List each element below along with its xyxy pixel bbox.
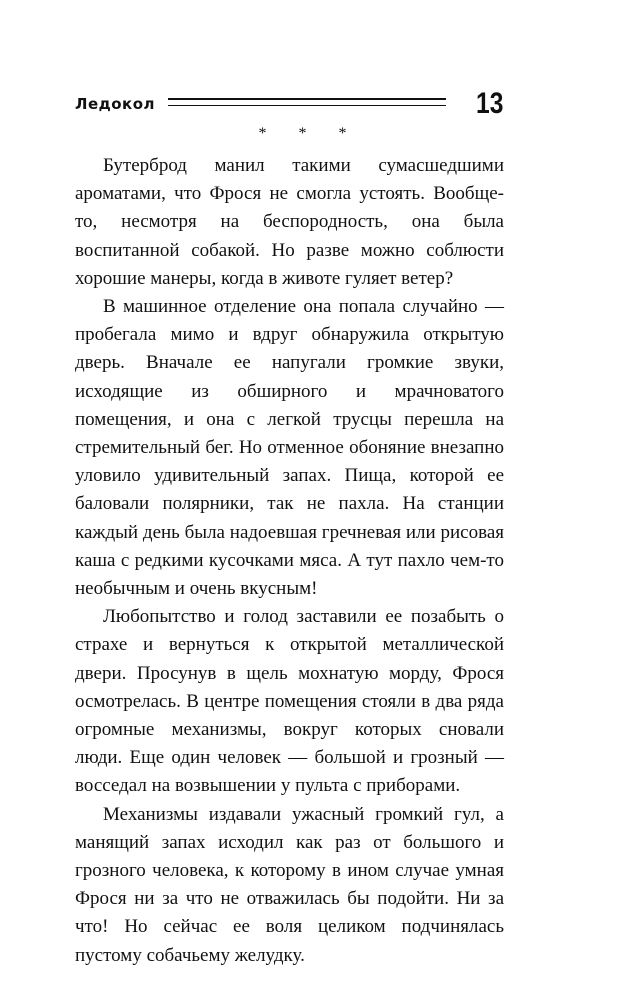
paragraph: Механизмы издавали ужасный громкий гул, а манящий запах исходил как раз от большого и грозного человека, к которому в ином случае умная Фрося ни за что не отважилась бы подойти. Ни за что! Но сейчас ее воля целиком подчинялась пустому собачьему желудку. [75,803,504,966]
book-title: Ледокол [75,95,156,113]
paragraph: Любопытство и голод заставили ее позабыть о страхе и вернуться к открытой металлической двери. Просунув в щель мохнатую морду, Фрося осмотрелась. В центре помещения стояли в два ряда огромные механизмы, вокруг которых сновали люди. Еще один человек — большой и грозный — восседал на возвышении у пульта с приборами. [75,606,504,797]
running-header [75,88,503,122]
header-rule-thin [168,105,446,106]
body-text [75,152,504,970]
paragraph: Бутерброд манил такими сумасшедшими ароматами, что Фрося не смогла устоять. Вообще-то, несмотря на беспородность, она была воспитанной собакой. Но разве можно соблюсти хорошие манеры, когда в животе гуляет ветер? [75,155,504,289]
header-rule-thick [168,98,446,100]
page-number: 13 [475,87,503,120]
section-break: * * * [258,125,361,142]
paragraph: В машинное отделение она попала случайно — пробегала мимо и вдруг обнаружила открытую дверь. Вначале ее напугали громкие звуки, исходящие из обширного и мрачноватого помещения, и она с легкой трусцы перешла на стремительный бег. Но отменное обоняние внезапно уловило удивительный запах. Пища, которой ее баловали полярники, так не пахла. На станции каждый день была надоевшая гречневая или рисовая каша с редкими кусочками мяса. А тут пахло чем-то необычным и очень вкусным! [75,296,504,600]
